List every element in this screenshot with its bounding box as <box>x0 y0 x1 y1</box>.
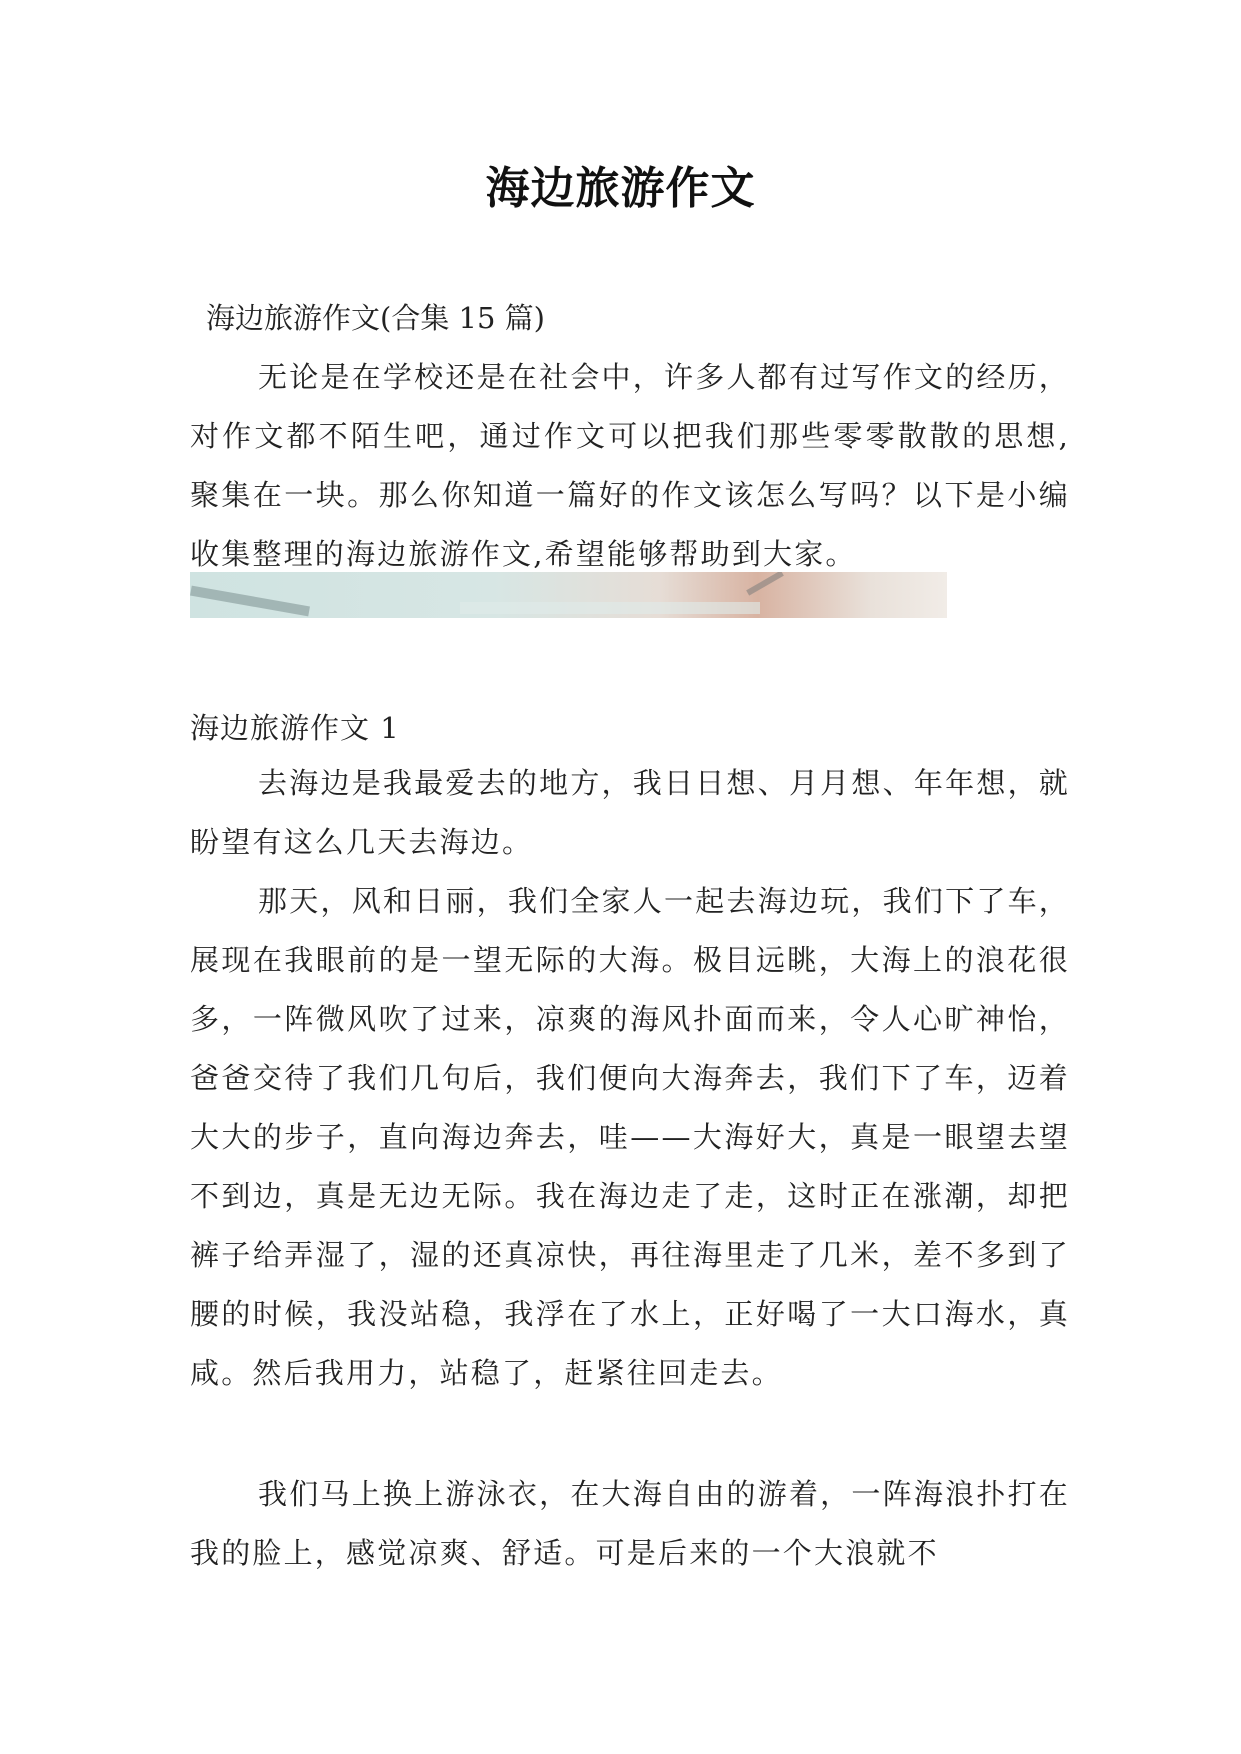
document-subtitle: 海边旅游作文(合集 15 篇) <box>206 301 545 335</box>
section-title: 海边旅游作文 1 <box>190 711 400 745</box>
illustration-image <box>190 572 947 618</box>
intro-paragraph: 无论是在学校还是在社会中，许多人都有过写作文的经历，对作文都不陌生吧，通过作文可以把我们那些零零散散的思想,聚集在一块。那么你知道一篇好的作文该怎么写吗？以下是小编收集整理的海边旅游作文,希望能够帮助到大家。 <box>190 360 1070 571</box>
body-paragraph: 那天，风和日丽，我们全家人一起去海边玩，我们下了车，展现在我眼前的是一望无际的大海。极目远眺，大海上的浪花很多，一阵微风吹了过来，凉爽的海风扑面而来，令人心旷神怡，爸爸交待了我们几句后，我们便向大海奔去，我们下了车，迈着大大的步子，直向海边奔去，哇——大海好大，真是一眼望去望不到边，真是无边无际。我在海边走了走，这时正在涨潮，却把裤子给弄湿了，湿的还真凉快，再往海里走了几米，差不多到了腰的时候，我没站稳，我浮在了水上，正好喝了一大口海水，真咸。然后我用力，站稳了，赶紧往回走去。 <box>190 884 1070 1390</box>
image-detail <box>460 602 760 614</box>
body-paragraph: 去海边是我最爱去的地方，我日日想、月月想、年年想，就盼望有这么几天去海边。 <box>190 766 1070 859</box>
image-detail <box>746 572 784 596</box>
body-paragraph: 我们马上换上游泳衣，在大海自由的游着，一阵海浪扑打在我的脸上，感觉凉爽、舒适。可是后来的一个大浪就不 <box>190 1477 1070 1570</box>
document-title: 海边旅游作文 <box>485 163 756 214</box>
image-detail <box>190 586 310 617</box>
